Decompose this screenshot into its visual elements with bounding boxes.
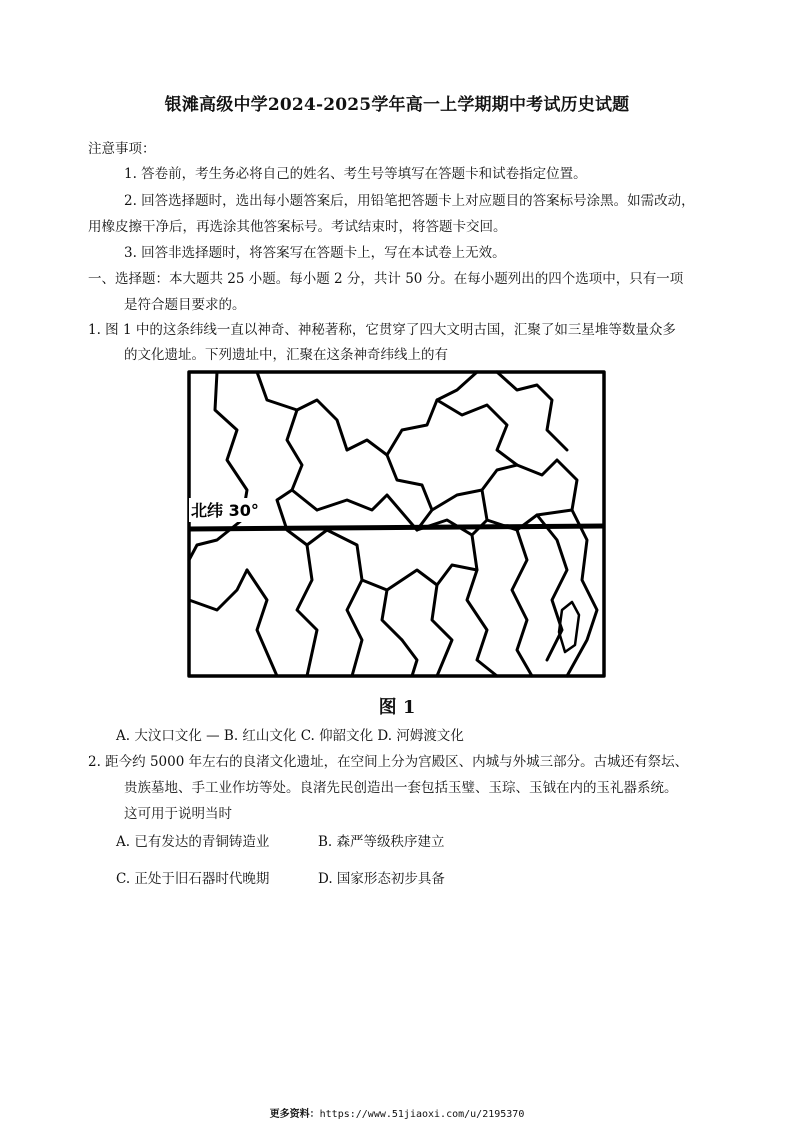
section-heading: 一、选择题：本大题共 25 小题。每小题 2 分，共计 50 分。在每小题列出的四个选项中，只有一项 [88,271,684,287]
footer-label: 更多资料： [269,1109,320,1120]
notice-item-2: 2. 回答选择题时，选出每小题答案后，用铅笔把答题卡上对应题目的答案标号涂黑。如需改动， [124,193,695,209]
notice-item-2-cont: 用橡皮擦干净后，再选涂其他答案标号。考试结束时，将答题卡交回。 [88,219,507,235]
latitude-30-line [189,526,604,529]
notice-heading: 注意事项： [88,141,156,157]
notice-item-1: 1. 答卷前，考生务必将自己的姓名、考生号等填写在答题卡和试卷指定位置。 [124,166,587,182]
question-1-stem-cont: 的文化遗址。下列遗址中，汇聚在这条神奇纬线上的有 [124,347,448,363]
question-1-options: A. 大汶口文化 — B. 红山文化 C. 仰韶文化 D. 河姆渡文化 [116,728,464,744]
figure-1-map [187,370,606,678]
notice-item-3: 3. 回答非选择题时，将答案写在答题卡上，写在本试卷上无效。 [124,245,506,261]
latitude-label: 北纬 30° [191,501,259,520]
section-heading-cont: 是符合题目要求的。 [124,297,246,313]
question-2-option-a: A. 已有发达的青铜铸造业 [116,834,270,850]
question-2-option-d: D. 国家形态初步具备 [318,871,445,887]
question-2-option-b: B. 森严等级秩序建立 [318,834,445,850]
question-2-stem-cont: 贵族墓地、手工业作坊等处。良渚先民创造出一套包括玉璧、玉琮、玉钺在内的玉礼器系统。 [124,780,678,796]
question-2-stem-cont-2: 这可用于说明当时 [124,806,232,822]
page-title: 银滩高级中学2024-2025学年高一上学期期中考试历史试题 [164,95,630,115]
footer [0,1105,794,1120]
question-1-stem: 1. 图 1 中的这条纬线一直以神奇、神秘著称，它贯穿了四大文明古国，汇聚了如三星堆等数量众多 [88,322,676,338]
question-2-option-c: C. 正处于旧石器时代晚期 [116,871,270,887]
figure-caption: 图 1 [378,697,416,718]
footer-link[interactable]: https://www.51jiaoxi.com/u/2195370 [319,1109,525,1120]
question-2-stem: 2. 距今约 5000 年左右的良渚文化遗址，在空间上分为宫殿区、内城与外城三部分。古城还有祭坛、 [88,754,689,770]
